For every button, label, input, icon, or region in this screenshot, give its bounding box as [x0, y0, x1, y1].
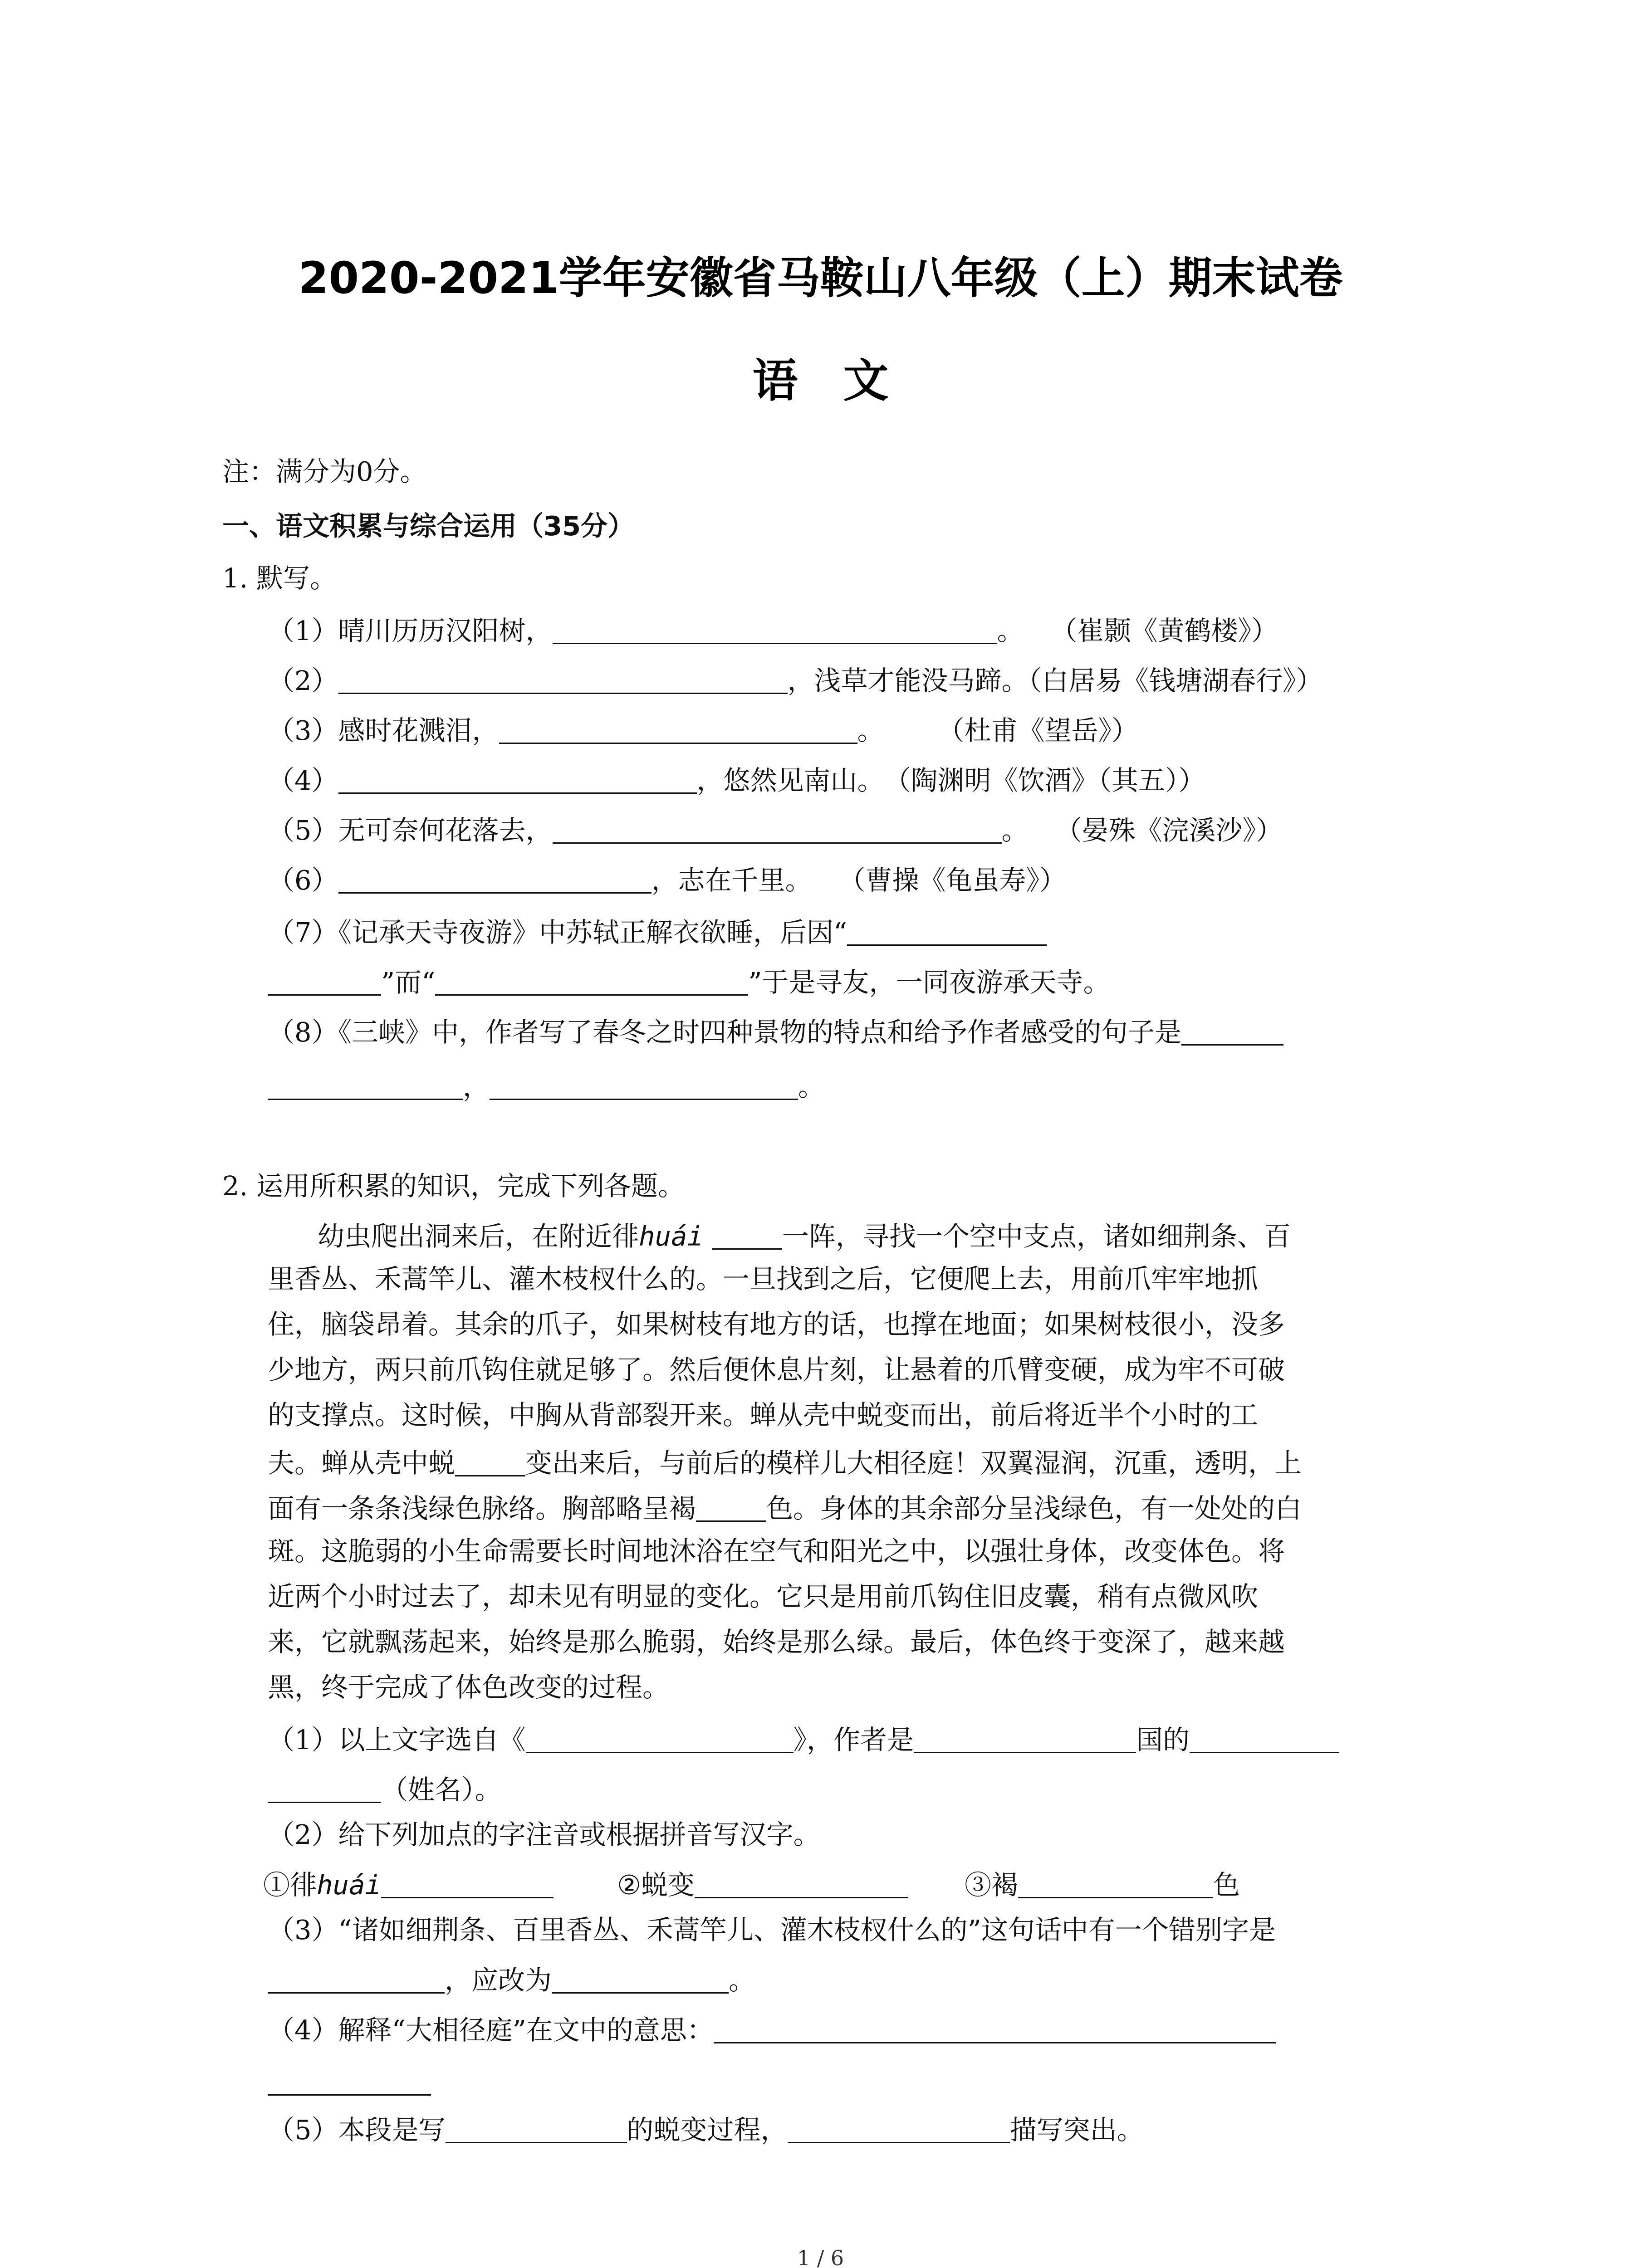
q2-sub-1-text: （1）以上文字选自《 [268, 1724, 526, 1755]
passage-line [268, 1447, 1302, 1479]
answer-blank[interactable] [1181, 1016, 1283, 1046]
q1-item-8-text-2: ， [463, 1071, 490, 1102]
q2-sub-4-text: （4）解释“大相径庭”在文中的意思： [268, 2014, 714, 2046]
q2-sub-1-line-1 [268, 1724, 1339, 1753]
answer-blank[interactable] [1190, 1724, 1339, 1753]
answer-blank[interactable] [696, 1492, 766, 1522]
passage-text: 变出来后，与前后的模样儿大相径庭！双翼湿润，沉重，透明，上 [525, 1447, 1302, 1479]
q1-item-1 [268, 615, 1278, 644]
passage-line [318, 1220, 1291, 1250]
passage-line: 来，它就飘荡起来，始终是那么脆弱，始终是那么绿。最后，体色终于变深了，越来越 [268, 1626, 1285, 1657]
section-heading: 一、语文积累与综合运用（35分） [222, 510, 635, 542]
answer-blank[interactable] [268, 1774, 381, 1803]
answer-blank[interactable] [552, 1964, 729, 1994]
answer-blank[interactable] [268, 966, 381, 996]
q1-item-3-pre: （3）感时花溅泪， [268, 715, 499, 746]
q2-sub-5-text: （5）本段是写 [268, 2114, 446, 2146]
q1-item-8-text: （8）《三峡》中，作者写了春冬之时四种景物的特点和给予作者感受的句子是 [268, 1017, 1182, 1048]
q2-sub-1-text-4: （姓名）。 [381, 1774, 502, 1805]
q1-item-6-pre: （6） [268, 865, 338, 896]
option-3-text: ③褐 [965, 1869, 1019, 1901]
passage-line: 住，脑袋昂着。其余的爪子，如果树枝有地方的话，也撑在地面；如果树枝很小，没多 [268, 1309, 1285, 1340]
q2-sub-3-line-1: （3）“诸如细荆条、百里香丛、禾蒿竿儿、灌木枝杈什么的”这句话中有一个错别字是 [268, 1914, 1276, 1945]
answer-blank[interactable] [788, 2114, 1010, 2143]
answer-blank[interactable] [446, 2114, 627, 2143]
passage-line: 斑。这脆弱的小生命需要长时间地沐浴在空气和阳光之中，以强壮身体，改变体色。将 [268, 1535, 1285, 1567]
q2-sub-5-text-2: 的蜕变过程， [627, 2114, 788, 2146]
q2-sub-3-text-3: 。 [729, 1965, 756, 1996]
question-1-stem: 1. 默写。 [222, 562, 337, 594]
answer-blank[interactable] [712, 1220, 782, 1250]
q1-item-7-text: （7）《记承天寺夜游》中苏轼正解衣欲睡，后因“ [268, 917, 847, 948]
q1-item-4-pre: （4） [268, 765, 338, 796]
q1-item-1-pre: （1）晴川历历汉阳树， [268, 615, 553, 646]
option-1-text: ①徘 [263, 1869, 317, 1901]
answer-blank[interactable] [268, 2066, 431, 2096]
answer-blank[interactable] [338, 665, 788, 694]
answer-blank[interactable] [914, 1724, 1136, 1753]
q2-sub-4-line-2 [268, 2066, 431, 2096]
q2-sub-5-text-3: 描写突出。 [1009, 2114, 1144, 2146]
q1-item-5-pre: （5）无可奈何花落去， [268, 815, 553, 846]
q1-item-7-text-2: ”而“ [381, 967, 436, 998]
q1-item-6-post: ，志在千里。 （曹操《龟虽寿》） [651, 865, 1067, 896]
score-note: 注：满分为0分。 [222, 456, 427, 487]
q1-item-5-post: 。 （晏殊《浣溪沙》） [1001, 815, 1283, 846]
q2-sub-2-stem: （2）给下列加点的字注音或根据拼音写汉字。 [268, 1819, 820, 1850]
passage-line: 的支撑点。这时候，中胸从背部裂开来。蝉从壳中蜕变而出，前后将近半个小时的工 [268, 1399, 1259, 1431]
q1-item-3-post: 。 （杜甫《望岳》） [857, 715, 1139, 746]
answer-blank[interactable] [553, 615, 997, 644]
passage-text: 面有一条条浅绿色脉络。胸部略呈褐 [268, 1493, 696, 1524]
q1-item-4 [268, 764, 1205, 794]
subject-title: 语 文 [752, 354, 889, 407]
passage-text: 幼虫爬出洞来后，在附近徘 [318, 1221, 639, 1252]
q1-item-7-line-2 [268, 966, 1110, 996]
passage-text: 一阵，寻找一个空中支点，诸如细荆条、百 [782, 1221, 1291, 1252]
page-number: 1 / 6 [797, 2246, 844, 2268]
passage-line: 黑，终于完成了体色改变的过程。 [268, 1672, 670, 1703]
answer-blank[interactable] [847, 916, 1047, 946]
option-2-text: ②蜕变 [617, 1869, 695, 1901]
passage-line [268, 1492, 1302, 1522]
q1-item-1-post: 。 （崔颢《黄鹤楼》） [997, 615, 1279, 646]
q1-item-6 [268, 864, 1066, 894]
q1-item-8-line-2 [268, 1070, 825, 1100]
q1-item-7-text-3: ”于是寻友，一同夜游承天寺。 [748, 967, 1110, 998]
q2-sub-3-text-2: ，应改为 [445, 1965, 552, 1996]
q1-item-4-post: ，悠然见南山。 （陶渊明《饮酒》（其五）） [696, 765, 1205, 796]
q2-sub-5 [268, 2114, 1144, 2146]
q1-item-8-line-1 [268, 1016, 1283, 1046]
answer-blank[interactable] [1018, 1869, 1213, 1898]
q1-item-2-pre: （2） [268, 665, 338, 696]
passage-text: 夫。蝉从壳中蜕 [268, 1447, 456, 1479]
q1-item-8-text-3: 。 [798, 1071, 825, 1102]
exam-title: 2020-2021学年安徽省马鞍山八年级（上）期末试卷 [298, 253, 1343, 303]
answer-blank[interactable] [268, 1964, 445, 1994]
answer-blank[interactable] [338, 764, 697, 794]
answer-blank[interactable] [499, 714, 857, 744]
pinyin: huái [639, 1221, 704, 1252]
q2-sub-2-options [263, 1869, 1240, 1901]
answer-blank[interactable] [490, 1070, 798, 1100]
pinyin: huái [317, 1869, 382, 1901]
q1-item-5 [268, 814, 1283, 844]
answer-blank[interactable] [381, 1869, 554, 1898]
answer-blank[interactable] [695, 1869, 908, 1898]
q2-sub-4-line-1 [268, 2014, 1276, 2046]
answer-blank[interactable] [435, 966, 748, 996]
q1-item-7-line-1 [268, 916, 1047, 946]
answer-blank[interactable] [268, 1070, 463, 1100]
q2-sub-1-line-2 [268, 1774, 502, 1803]
answer-blank[interactable] [526, 1724, 794, 1753]
answer-blank[interactable] [338, 864, 652, 894]
option-3-suffix: 色 [1213, 1869, 1240, 1901]
q2-sub-3-line-2 [268, 1964, 755, 1994]
answer-blank[interactable] [553, 814, 1002, 844]
q1-item-2 [268, 665, 1323, 694]
passage-line: 少地方，两只前爪钩住就足够了。然后便休息片刻，让悬着的爪臂变硬，成为牢不可破 [268, 1354, 1285, 1385]
q2-sub-1-text-2: 》，作者是 [793, 1724, 914, 1755]
question-2-stem: 2. 运用所积累的知识，完成下列各题。 [222, 1170, 685, 1202]
answer-blank[interactable] [455, 1447, 525, 1476]
q1-item-2-post: ，浅草才能没马蹄。（白居易《钱塘湖春行》） [787, 665, 1323, 696]
q2-sub-1-text-3: 国的 [1136, 1724, 1190, 1755]
passage-line: 近两个小时过去了，却未见有明显的变化。它只是用前爪钩住旧皮囊，稍有点微风吹 [268, 1581, 1259, 1612]
answer-blank[interactable] [714, 2014, 1276, 2043]
passage-text: 色。身体的其余部分呈浅绿色，有一处处的白 [766, 1493, 1302, 1524]
passage-line: 里香丛、禾蒿竿儿、灌木枝杈什么的。一旦找到之后，它便爬上去，用前爪牢牢地抓 [268, 1263, 1259, 1295]
q1-item-3 [268, 714, 1138, 744]
